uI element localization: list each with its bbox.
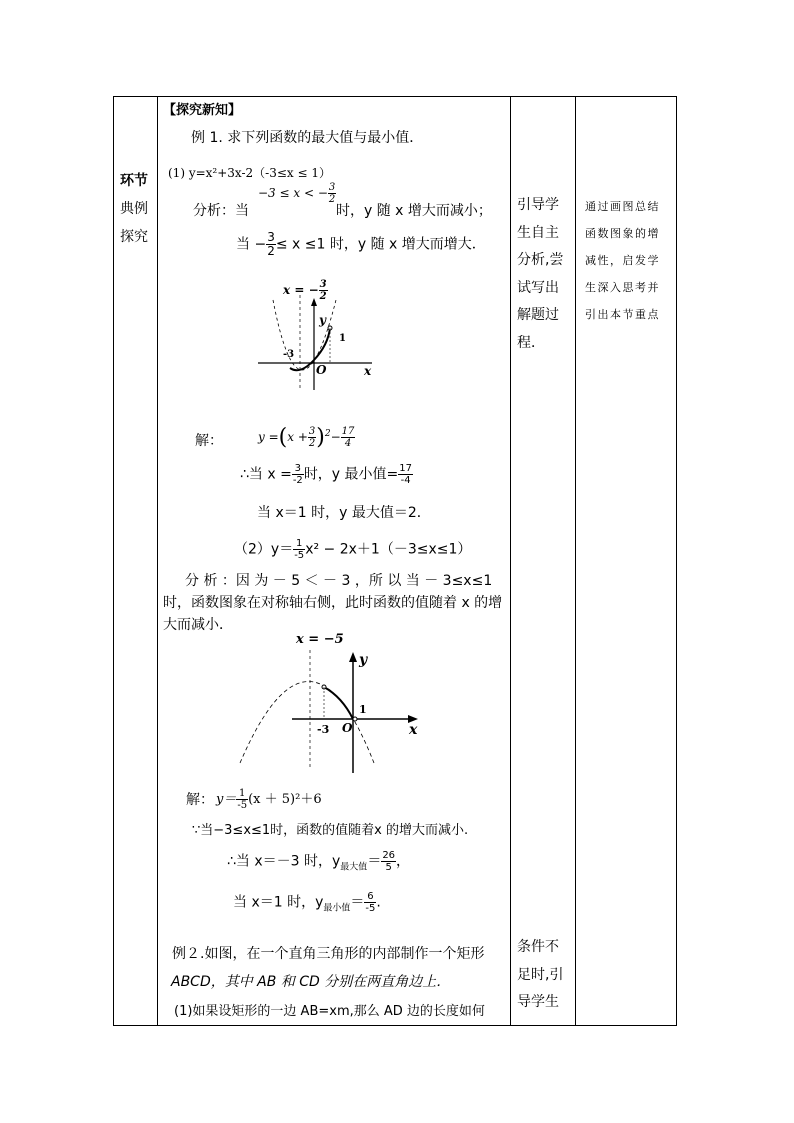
graph2-parabola [240, 682, 374, 764]
section-label-1: 环节 [120, 173, 148, 189]
solution1-min: ∴当 x = $\frac{3}{-2}$ 时，y 最小值= $\frac{17}{-4}$ [240, 463, 413, 486]
section-label-2: 典例 [120, 201, 148, 217]
problem1-function: (1) y=x²+3x-2（-3≤x ≤ 1） [168, 166, 331, 180]
section-heading: 【探究新知】 [163, 103, 242, 118]
graph1-y-arrow [311, 298, 317, 306]
solution2-monotonic: ∵当−3≤x≤1时，函数的值随着x 的增大而减小. [192, 823, 469, 838]
example2-line2: ABCD，其中 AB 和 CD 分别在两直角边上． [171, 974, 451, 990]
solution2-formula: y＝ $\frac{1}{-5}$ (x ＋ 5)²＋6 [216, 788, 322, 811]
solution2-label: 解： [186, 792, 214, 808]
graph2-end-point [353, 717, 357, 721]
problem1-analysis-line1: 分析：当 时，y 随 x 增大而减小； [193, 203, 492, 219]
graph2-y-arrow [349, 652, 357, 662]
solution2-max: ∴当 x＝－3 时，$y_{最大值}=$ $\frac{26}{5}$ ， [227, 850, 411, 873]
graph2-axis-label: x = −5 [296, 632, 344, 647]
graph2-y-label: y [359, 652, 368, 668]
graph1 [250, 290, 380, 400]
teacher-activity-top: 引导学 生自主 分析,尝 试写出 解题过 程． [517, 197, 564, 351]
solution1-max: 当 x＝1 时，y 最大值＝2． [257, 505, 431, 521]
graph1-x-label: x [364, 364, 372, 378]
problem2-analysis: 分 析 ：因 为 － 5 ＜ － 3 ，所 以 当 － 3≤x≤1 时，函数图象在对称轴右侧，此时函数的值随着 x 的增大而减小． [163, 573, 503, 633]
graph1-one-label: 1 [339, 333, 346, 344]
graph2 [232, 645, 432, 775]
design-intent: 通过画图总结 函数图象的增 减性，启发学 生深入思考并 引出本节重点 [585, 200, 660, 321]
solution1-label: 解： [195, 433, 223, 449]
graph2-neg3-label: -3 [317, 723, 330, 736]
problem2-function: （2）y＝ $\frac{1}{-5}$ x² − 2x＋1（－3≤x≤1） [234, 538, 472, 561]
section-label-3: 探究 [120, 229, 148, 245]
problem1-interval-overlay: −3 ≤ x < − $\frac{3}{2}$ [258, 182, 336, 205]
problem1-analysis-line2: 当 − $\frac{3}{2}$ ≤ x ≤1 时，y 随 x 增大而增大． [236, 230, 486, 258]
graph1-origin-label: O [316, 363, 327, 377]
example2-line3: (1)如果设矩形的一边 AB=xm,那么 AD 边的长度如何 [174, 1004, 485, 1019]
example1-title: 例 1. 求下列函数的最大值与最小值． [191, 130, 424, 146]
graph1-axis-label: x = − $\frac{3}{2}$ [283, 279, 327, 302]
example2-line1: 例２.如图，在一个直角三角形的内部制作一个矩形 [172, 946, 485, 962]
teacher-activity-bottom: 条件不 足时,引 导学生 [517, 939, 564, 1010]
solution1-formula: y =(x + $\frac{3}{2}$ )$^2$− $\frac{17}{4}$ [258, 425, 355, 450]
graph2-x-label: x [409, 722, 418, 738]
graph2-origin-label: O [342, 721, 353, 735]
graph1-y-label: y [319, 313, 326, 327]
graph1-neg3-label: -3 [283, 349, 295, 360]
graph2-one-label: 1 [359, 703, 367, 716]
solution2-min: 当 x＝1 时，$y_{最小值}=$ $\frac{6}{-5}$ . [233, 891, 381, 914]
graph2-segment [324, 687, 353, 719]
